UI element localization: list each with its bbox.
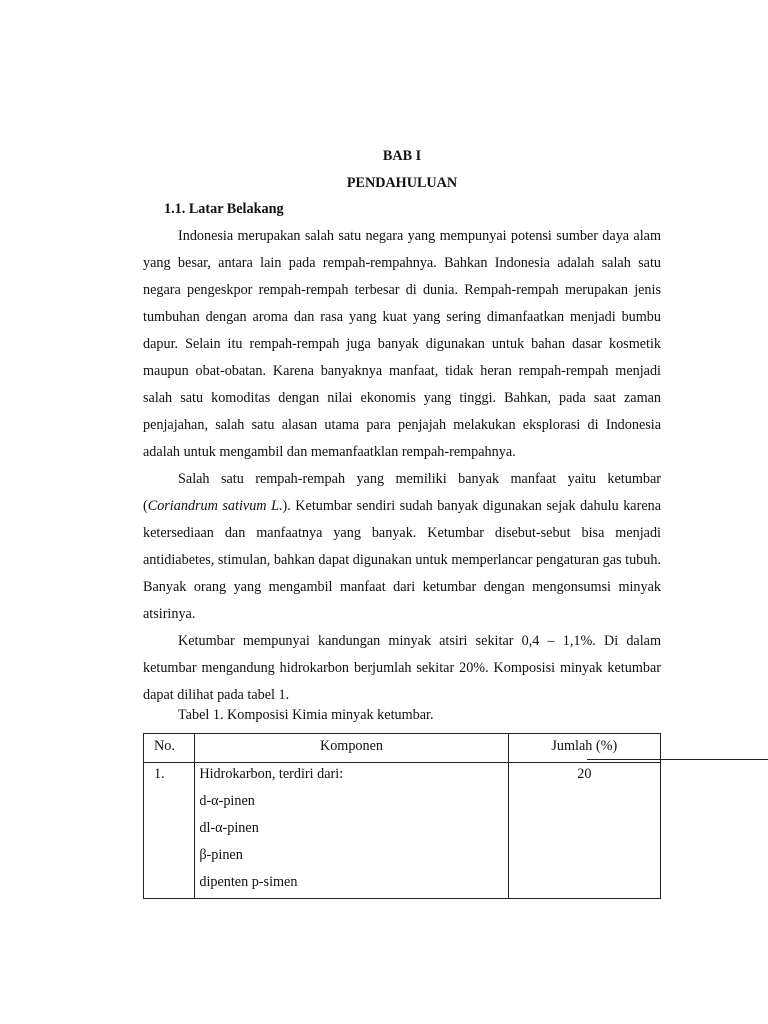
section-title: 1.1. Latar Belakang	[164, 201, 284, 217]
paragraph-3: Ketumbar mempunyai kandungan minyak atsiri sekitar 0,4 – 1,1%. Di dalam ketumbar mengandung hidrokarbon berjumlah sekitar 20%. Komposisi minyak ketumbar dapat dilihat pada tabel 1.	[143, 633, 661, 703]
header-no: No.	[144, 734, 195, 763]
stray-rule-line	[587, 759, 768, 760]
component-line: d-α-pinen	[199, 793, 255, 809]
component-line: Hidrokarbon, terdiri dari:	[199, 766, 344, 782]
row-number: 1.	[144, 763, 195, 899]
body-text	[143, 223, 661, 709]
table-row	[144, 763, 661, 899]
header-amount: Jumlah (%)	[508, 734, 660, 763]
species-name: Coriandrum sativum L.	[147, 498, 283, 514]
composition-table	[143, 733, 661, 899]
paragraph-2-before: Salah satu rempah-rempah yang memiliki banyak manfaat yaitu ketumbar (	[143, 471, 661, 514]
component-line: β-pinen	[199, 847, 243, 863]
component-cell	[195, 763, 508, 899]
component-line: dl-α-pinen	[199, 820, 259, 836]
header-component: Komponen	[195, 734, 508, 763]
paragraph-2-after: ). Ketumbar sendiri sudah banyak digunakan sejak dahulu karena ketersediaan dan manfaatnya yang banyak. Ketumbar disebut-sebut bisa menjadi antidiabetes, stimulan, bahkan dapat digunakan untuk memperlancar pengaturan gas tubuh. Banyak orang yang mengambil manfaat dari ketumbar dengan mengonsumsi minyak atsirinya.	[143, 498, 662, 622]
chapter-title: PENDAHULUAN	[346, 175, 458, 191]
table-header-row	[144, 734, 661, 763]
paragraph-1: Indonesia merupakan salah satu negara yang mempunyai potensi sumber daya alam yang besar, antara lain pada rempah-rempahnya. Bahkan Indonesia adalah salah satu negara pengeskpor rempah-rempah terbesar di dunia. Rempah-rempah merupakan jenis tumbuhan dengan aroma dan rasa yang kuat yang sering dimanfaatkan menjadi bumbu dapur. Selain itu rempah-rempah juga banyak digunakan untuk bahan dasar kosmetik maupun obat-obatan. Karena banyaknya manfaat, tidak heran rempah-rempah menjadi salah satu komoditas dengan nilai ekonomis yang tinggi. Bahkan, pada saat zaman penjajahan, salah satu alasan utama para penjajah melakukan eksplorasi di Indonesia adalah untuk mengambil dan memanfaatklan rempah-rempahnya.	[143, 228, 661, 460]
amount-cell: 20	[508, 763, 660, 899]
table-caption: Tabel 1. Komposisi Kimia minyak ketumbar.	[178, 707, 434, 723]
component-line: dipenten p-simen	[199, 874, 298, 890]
chapter-label: BAB I	[382, 148, 422, 164]
paragraph-2	[143, 466, 661, 628]
